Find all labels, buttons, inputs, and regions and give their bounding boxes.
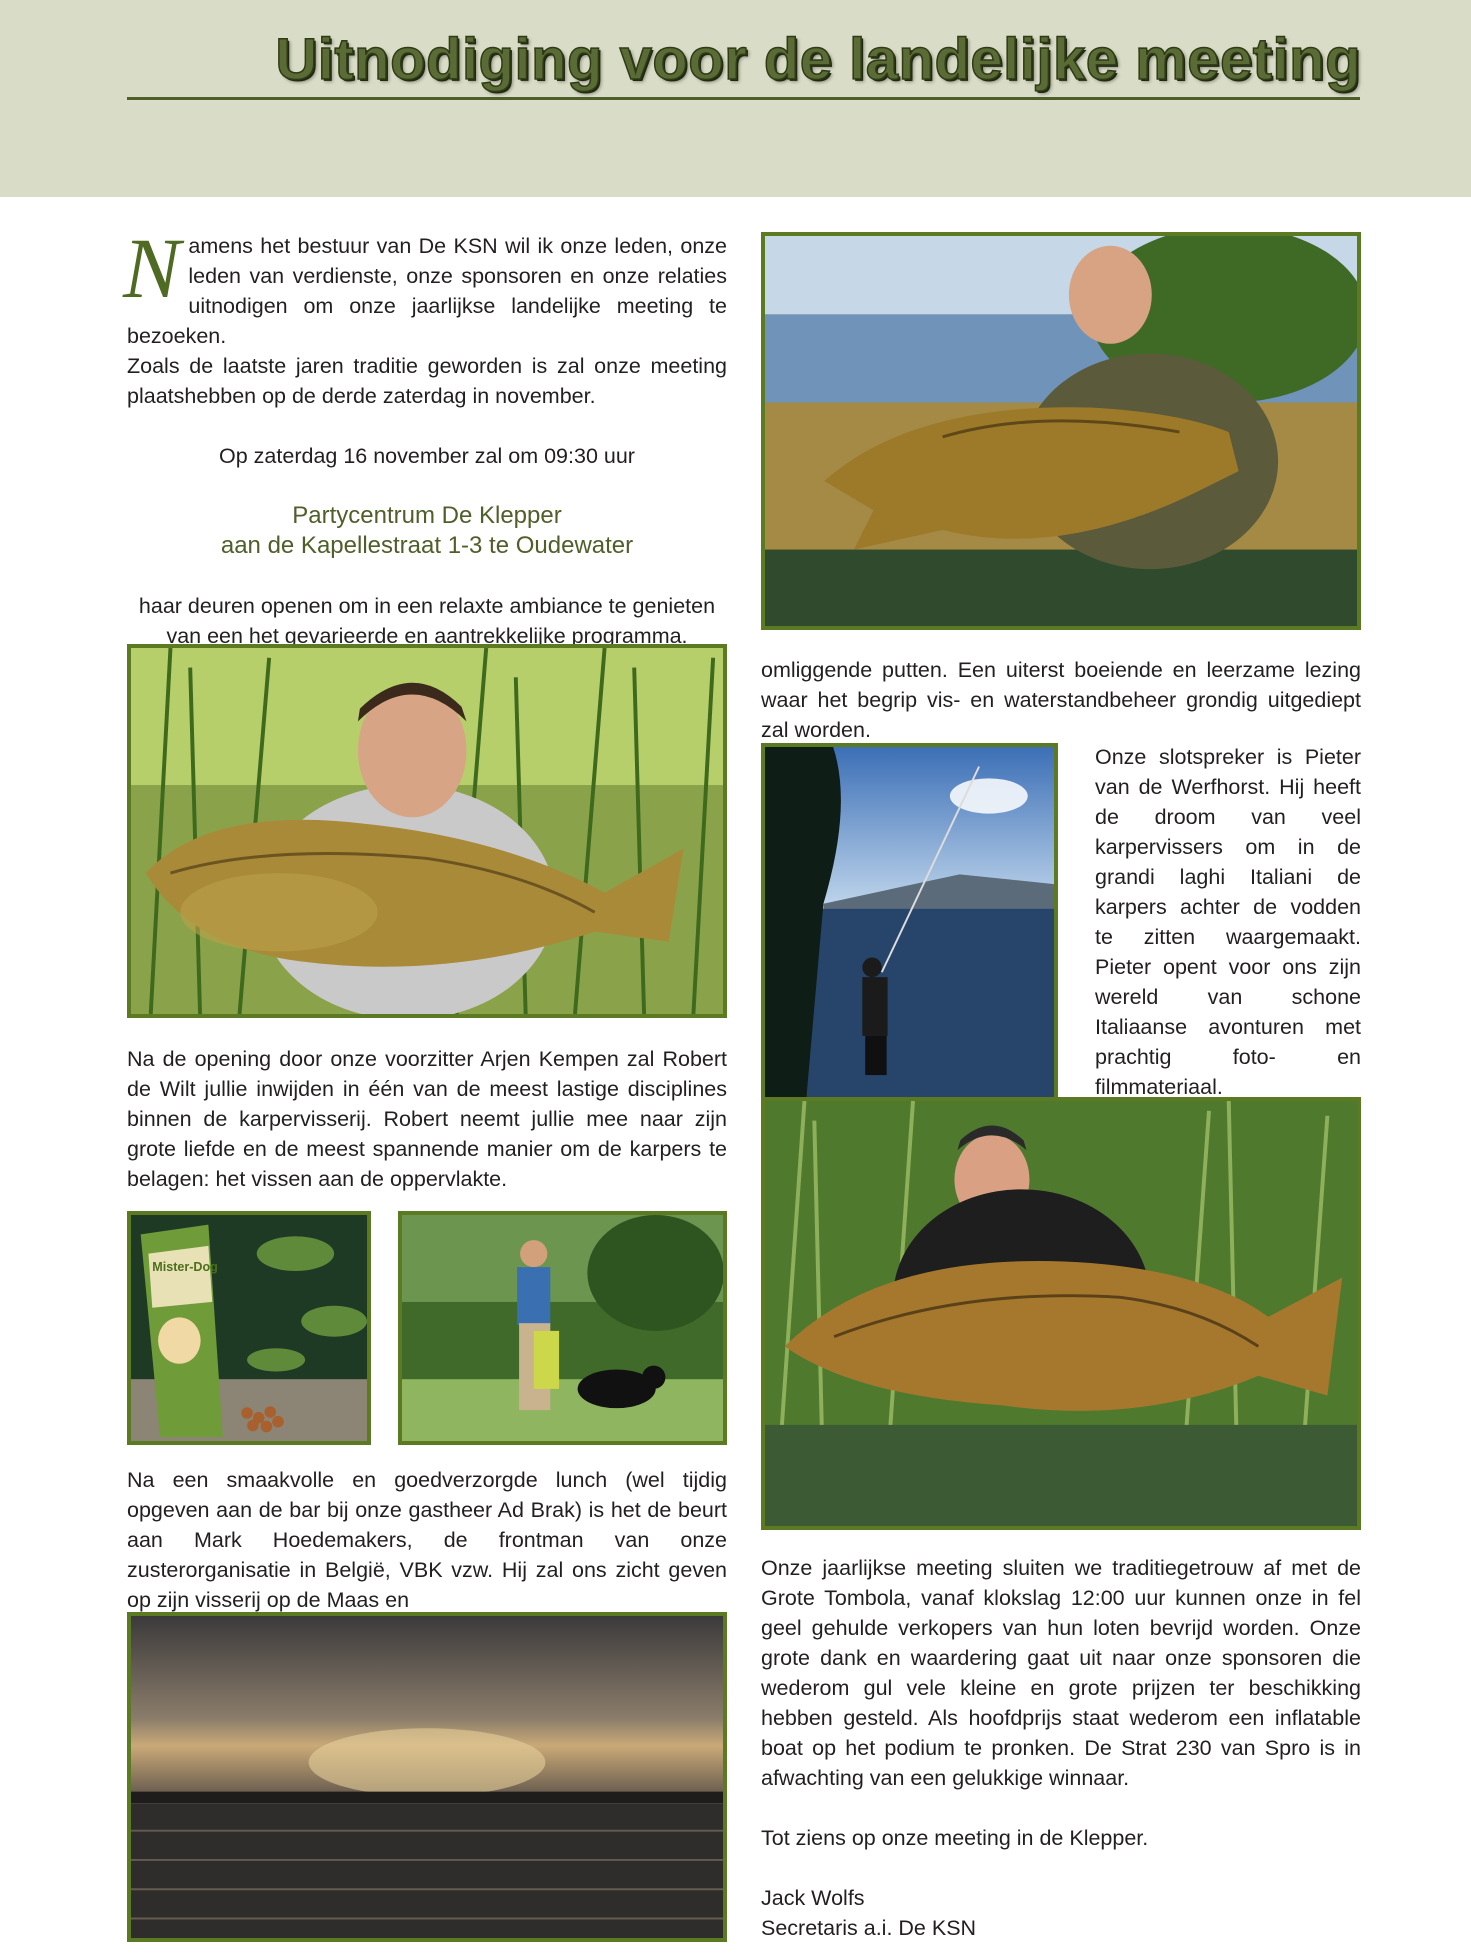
date-line: Op zaterdag 16 november zal om 09:30 uur xyxy=(219,444,635,468)
intro-block xyxy=(123,220,727,651)
lunch-text: Na een smaakvolle en goedverzorgde lunch (wel tijdig opgeven aan de bar bij onze gastheer Ad Brak) is het de beurt aan Mark Hoedemakers, de frontman van onze zusterorganisatie in België, VBK vzw. Hij zal ons zicht geven op zijn visserij op de Maas en xyxy=(127,1468,727,1612)
photo-sunset-lake xyxy=(127,1612,727,1942)
closing-speaker-paragraph xyxy=(1095,742,1361,1102)
intro-paragraph-2: Zoals de laatste jaren traditie geworden is zal onze meeting plaatshebben op de derde zaterdag in november. xyxy=(127,354,727,408)
photo-carp-reeds xyxy=(127,644,727,1018)
venue-line-1: Partycentrum De Klepper xyxy=(292,502,562,529)
signature-name: Jack Wolfs xyxy=(761,1886,865,1910)
closing-speaker-text: Onze slotspreker is Pieter van de Werfhorst. Hij heeft de droom van veel karpervissers om in de grandi laghi Italiani de karpers achter de vodden te zitten waargemaakt. Pieter opent voor ons zijn wereld van schone Italiaanse avonturen met prachtig foto- en filmmateriaal. xyxy=(1095,745,1361,1099)
photo-carp-big xyxy=(761,1097,1361,1530)
photo-italian-lake xyxy=(761,743,1058,1130)
opening-paragraph xyxy=(127,1044,727,1194)
page-title: Uitnodiging voor de landelijke meeting xyxy=(275,27,1361,92)
lunch-paragraph xyxy=(127,1465,727,1615)
photo-dog-food-bag xyxy=(127,1211,371,1445)
farewell-text: Tot ziens op onze meeting in de Klepper. xyxy=(761,1826,1149,1850)
opening-text: Na de opening door onze voorzitter Arjen Kempen zal Robert de Wilt jullie inwijden in één van de meest lastige disciplines binnen de karpervisserij. Robert neemt jullie mee naar zijn grote liefde en de meest spannende manier om de karpers te belagen: het vissen aan de oppervlakte. xyxy=(127,1047,727,1191)
photo-carp-lake xyxy=(761,232,1361,630)
intro-closing: haar deuren openen om in een relaxte ambiance te genieten van een het gevarieerde en aantrekkelijke programma. xyxy=(138,594,716,648)
intro-paragraph-1: amens het bestuur van De KSN wil ik onze leden, onze leden van verdienste, onze sponsoren en onze relaties uitnodigen om onze jaarlijkse landelijke meeting te bezoeken. xyxy=(127,234,727,348)
bag-label: Mister-Dog xyxy=(152,1260,218,1275)
signature-title: Secretaris a.i. De KSN xyxy=(761,1916,977,1940)
photo-man-with-dog xyxy=(398,1211,727,1445)
lunch-continued-text: omliggende putten. Een uiterst boeiende en leerzame lezing waar het begrip vis- en waterstandbeheer grondig uitgediept zal worden. xyxy=(761,658,1361,742)
title-rule xyxy=(127,97,1360,100)
tombola-paragraph xyxy=(761,1553,1361,1943)
venue-line-2: aan de Kapellestraat 1-3 te Oudewater xyxy=(220,532,634,559)
dropcap: N xyxy=(123,220,181,316)
tombola-text: Onze jaarlijkse meeting sluiten we traditiegetrouw af met de Grote Tombola, vanaf klokslag 12:00 uur kunnen onze in fel geel gehulde verkopers van hun loten bevrijd worden. Onze grote dank en waardering gaat uit naar onze sponsoren die wederom gul vele kleine en grote prijzen ter beschikking hebben gesteld. Als hoofdprijs staat wederom een inflatable boat op het podium te pronken. De Strat 230 van Spro is in afwachting van een gelukkige winnaar. xyxy=(761,1556,1361,1790)
lunch-continued-paragraph xyxy=(761,655,1361,745)
